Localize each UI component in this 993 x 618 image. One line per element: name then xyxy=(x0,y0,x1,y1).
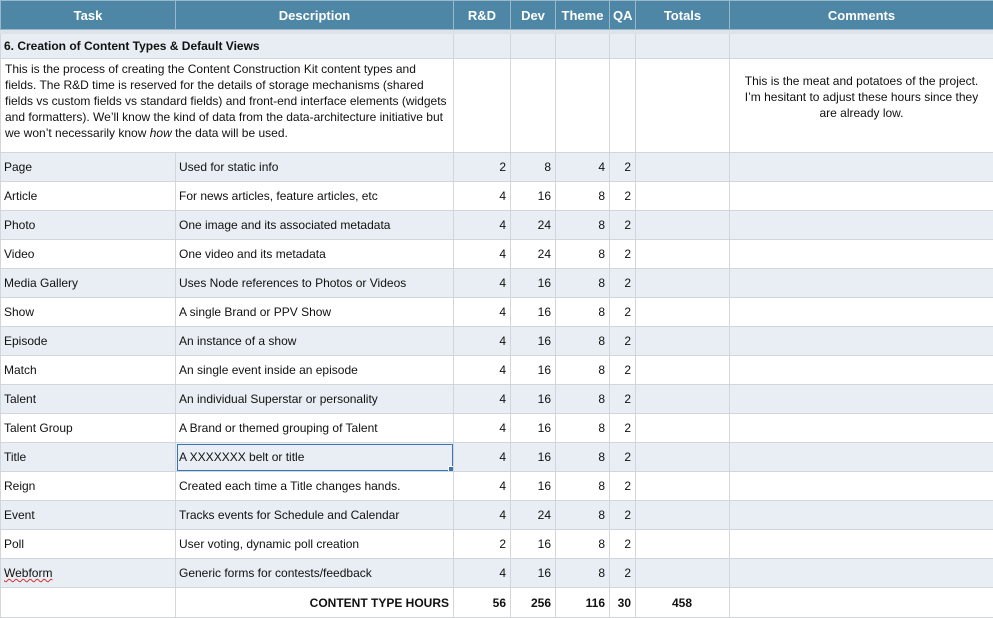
dev-cell-text: 24 xyxy=(538,247,551,261)
qa-cell[interactable] xyxy=(610,153,636,182)
header-theme[interactable]: Theme xyxy=(556,1,610,30)
section-row xyxy=(1,34,993,59)
dev-cell-text: 16 xyxy=(538,305,551,319)
comments-cell[interactable] xyxy=(730,472,993,501)
dev-cell[interactable] xyxy=(511,501,556,530)
cell[interactable] xyxy=(511,59,556,153)
table-row xyxy=(1,269,993,298)
description-cell-text: Used for static info xyxy=(179,160,278,174)
qa-cell[interactable] xyxy=(610,327,636,356)
theme-cell[interactable] xyxy=(556,240,610,269)
comments-cell[interactable] xyxy=(730,153,993,182)
table-row xyxy=(1,530,993,559)
dev-cell[interactable] xyxy=(511,211,556,240)
comments-cell[interactable] xyxy=(730,559,993,588)
totals-cell[interactable] xyxy=(636,530,730,559)
totals-cell[interactable] xyxy=(636,240,730,269)
comments-cell[interactable] xyxy=(730,385,993,414)
cell[interactable] xyxy=(454,34,511,59)
qa-cell-text: 2 xyxy=(624,247,631,261)
description-cell-text: Tracks events for Schedule and Calendar xyxy=(179,508,399,522)
qa-cell[interactable] xyxy=(610,501,636,530)
totals-cell[interactable] xyxy=(636,472,730,501)
rd-cell[interactable] xyxy=(454,269,511,298)
description-cell-text: An single event inside an episode xyxy=(179,363,358,377)
description-cell[interactable] xyxy=(176,211,454,240)
theme-cell-text: 8 xyxy=(598,566,605,580)
task-cell-text: Media Gallery xyxy=(4,276,78,290)
cell[interactable] xyxy=(610,59,636,153)
dev-cell-text: 16 xyxy=(538,479,551,493)
header-row xyxy=(1,1,993,30)
table-row xyxy=(1,559,993,588)
cell[interactable] xyxy=(511,34,556,59)
description-cell[interactable] xyxy=(176,385,454,414)
task-cell[interactable] xyxy=(1,269,176,298)
task-cell[interactable] xyxy=(1,153,176,182)
dev-cell[interactable] xyxy=(511,153,556,182)
table-row xyxy=(1,298,993,327)
fill-handle[interactable] xyxy=(448,466,454,472)
task-cell[interactable] xyxy=(1,559,176,588)
description-cell-text: Generic forms for contests/feedback xyxy=(179,566,372,580)
task-cell-text: Article xyxy=(4,189,37,203)
table-row xyxy=(1,327,993,356)
qa-cell-text: 2 xyxy=(624,508,631,522)
theme-cell-text: 8 xyxy=(598,508,605,522)
theme-cell-text: 8 xyxy=(598,276,605,290)
qa-cell[interactable] xyxy=(610,530,636,559)
totals-cell[interactable] xyxy=(636,211,730,240)
comments-cell[interactable] xyxy=(730,443,993,472)
description-cell-text: Created each time a Title changes hands. xyxy=(179,479,400,493)
comments-cell[interactable] xyxy=(730,501,993,530)
description-cell[interactable] xyxy=(176,414,454,443)
task-cell[interactable] xyxy=(1,182,176,211)
qa-cell[interactable] xyxy=(610,414,636,443)
comments-cell[interactable] xyxy=(730,414,993,443)
totals-cell[interactable] xyxy=(636,269,730,298)
rd-cell[interactable] xyxy=(454,472,511,501)
rd-cell-text: 4 xyxy=(499,276,506,290)
task-cell[interactable] xyxy=(1,327,176,356)
dev-cell[interactable] xyxy=(511,240,556,269)
cell[interactable] xyxy=(610,34,636,59)
rd-cell[interactable] xyxy=(454,443,511,472)
dev-cell[interactable] xyxy=(511,472,556,501)
qa-cell-text: 2 xyxy=(624,479,631,493)
dev-cell-text: 16 xyxy=(538,189,551,203)
theme-cell-text: 8 xyxy=(598,218,605,232)
intro-description[interactable] xyxy=(1,59,454,153)
theme-cell-text: 8 xyxy=(598,537,605,551)
dev-cell[interactable] xyxy=(511,530,556,559)
task-cell[interactable] xyxy=(1,530,176,559)
description-cell[interactable] xyxy=(176,501,454,530)
theme-cell[interactable] xyxy=(556,182,610,211)
qa-cell-text: 2 xyxy=(624,537,631,551)
totals-label[interactable]: CONTENT TYPE HOURS xyxy=(176,588,454,618)
task-cell[interactable] xyxy=(1,385,176,414)
theme-cell[interactable] xyxy=(556,298,610,327)
qa-cell-text: 2 xyxy=(624,392,631,406)
dev-cell[interactable] xyxy=(511,385,556,414)
rd-cell-text: 4 xyxy=(499,334,506,348)
table-row xyxy=(1,472,993,501)
table-row xyxy=(1,356,993,385)
description-cell-text: An individual Superstar or personality xyxy=(179,392,378,406)
theme-cell[interactable] xyxy=(556,327,610,356)
dev-cell[interactable] xyxy=(511,182,556,211)
cell[interactable] xyxy=(1,588,176,618)
task-cell[interactable] xyxy=(1,240,176,269)
theme-cell-text: 8 xyxy=(598,421,605,435)
intro-row xyxy=(1,59,993,153)
qa-cell[interactable] xyxy=(610,472,636,501)
dev-cell-text: 8 xyxy=(544,160,551,174)
rd-cell[interactable] xyxy=(454,385,511,414)
theme-cell[interactable] xyxy=(556,211,610,240)
table-row xyxy=(1,501,993,530)
description-cell-text: For news articles, feature articles, etc xyxy=(179,189,378,203)
rd-cell[interactable] xyxy=(454,559,511,588)
comments-cell[interactable] xyxy=(730,356,993,385)
intro-text-after: the data will be used. xyxy=(172,126,288,140)
theme-cell[interactable] xyxy=(556,269,610,298)
rd-cell[interactable] xyxy=(454,530,511,559)
qa-cell[interactable] xyxy=(610,182,636,211)
qa-cell[interactable] xyxy=(610,356,636,385)
dev-cell[interactable] xyxy=(511,298,556,327)
totals-cell[interactable] xyxy=(636,182,730,211)
task-cell-text: Talent Group xyxy=(4,421,73,435)
rd-cell-text: 4 xyxy=(499,189,506,203)
qa-cell-text: 2 xyxy=(624,218,631,232)
total-dev[interactable]: 256 xyxy=(511,588,556,618)
rd-cell-text: 4 xyxy=(499,363,506,377)
dev-cell-text: 24 xyxy=(538,508,551,522)
qa-cell[interactable] xyxy=(610,211,636,240)
comments-cell[interactable] xyxy=(730,211,993,240)
dev-cell-text: 16 xyxy=(538,392,551,406)
task-cell[interactable] xyxy=(1,298,176,327)
description-cell-text: An instance of a show xyxy=(179,334,296,348)
totals-cell[interactable] xyxy=(636,501,730,530)
dev-cell-text: 16 xyxy=(538,276,551,290)
rd-cell[interactable] xyxy=(454,414,511,443)
table-row xyxy=(1,211,993,240)
header-totals[interactable]: Totals xyxy=(636,1,730,30)
rd-cell[interactable] xyxy=(454,182,511,211)
comments-cell[interactable] xyxy=(730,327,993,356)
dev-cell-text: 24 xyxy=(538,218,551,232)
task-cell[interactable] xyxy=(1,443,176,472)
rd-cell[interactable] xyxy=(454,298,511,327)
theme-cell[interactable] xyxy=(556,356,610,385)
task-cell[interactable] xyxy=(1,472,176,501)
cell[interactable] xyxy=(636,34,730,59)
qa-cell[interactable] xyxy=(610,559,636,588)
totals-cell[interactable] xyxy=(636,443,730,472)
description-cell[interactable] xyxy=(176,182,454,211)
qa-cell-text: 2 xyxy=(624,189,631,203)
comments-cell[interactable] xyxy=(730,269,993,298)
rd-cell-text: 4 xyxy=(499,421,506,435)
qa-cell-text: 2 xyxy=(624,363,631,377)
comments-cell[interactable] xyxy=(730,298,993,327)
description-cell[interactable] xyxy=(176,559,454,588)
intro-text-emphasis: how xyxy=(150,126,172,140)
rd-cell-text: 4 xyxy=(499,508,506,522)
qa-cell[interactable] xyxy=(610,298,636,327)
task-cell-text: Event xyxy=(4,508,35,522)
table-row xyxy=(1,385,993,414)
header-rd[interactable]: R&D xyxy=(454,1,511,30)
description-cell[interactable] xyxy=(176,356,454,385)
theme-cell-text: 8 xyxy=(598,189,605,203)
task-cell[interactable] xyxy=(1,211,176,240)
qa-cell[interactable] xyxy=(610,269,636,298)
theme-cell-text: 8 xyxy=(598,363,605,377)
intro-comment[interactable]: This is the meat and potatoes of the project. I’m hesitant to adjust these hours since they are already low. xyxy=(730,59,993,153)
rd-cell[interactable] xyxy=(454,153,511,182)
selected-cell[interactable] xyxy=(176,443,454,472)
header-description[interactable]: Description xyxy=(176,1,454,30)
table-row xyxy=(1,414,993,443)
task-cell[interactable] xyxy=(1,356,176,385)
dev-cell-text: 16 xyxy=(538,334,551,348)
totals-cell[interactable] xyxy=(636,559,730,588)
totals-cell[interactable] xyxy=(636,356,730,385)
task-cell-text: Match xyxy=(4,363,37,377)
cell[interactable] xyxy=(556,34,610,59)
task-cell-text: Episode xyxy=(4,334,47,348)
total-rd[interactable]: 56 xyxy=(454,588,511,618)
totals-row xyxy=(1,588,993,618)
cell[interactable] xyxy=(730,34,993,59)
dev-cell-text: 16 xyxy=(538,450,551,464)
dev-cell[interactable] xyxy=(511,414,556,443)
description-cell[interactable] xyxy=(176,240,454,269)
description-cell-text: One image and its associated metadata xyxy=(179,218,390,232)
theme-cell-text: 8 xyxy=(598,392,605,406)
table-row xyxy=(1,240,993,269)
task-cell-text: Page xyxy=(4,160,32,174)
description-cell-text: One video and its metadata xyxy=(179,247,326,261)
task-cell-text: Talent xyxy=(4,392,36,406)
rd-cell-text: 4 xyxy=(499,450,506,464)
header-dev[interactable]: Dev xyxy=(511,1,556,30)
comments-cell[interactable] xyxy=(730,182,993,211)
intro-text-before: This is the process of creating the Content Construction Kit content types and fields. The R&D time is reserved for the details of storage mechanisms (shared fields vs custom fields vs standard fields) and front-end interface elements (widgets and formatters). We’ll know the kind of data from the data-architecture initiative but we won’t necessarily know xyxy=(5,62,447,140)
rd-cell-text: 2 xyxy=(499,537,506,551)
task-cell-text: Poll xyxy=(4,537,24,551)
cell[interactable] xyxy=(556,59,610,153)
rd-cell-text: 4 xyxy=(499,305,506,319)
qa-cell-text: 2 xyxy=(624,421,631,435)
dev-cell-text: 16 xyxy=(538,363,551,377)
dev-cell[interactable] xyxy=(511,559,556,588)
theme-cell[interactable] xyxy=(556,443,610,472)
theme-cell[interactable] xyxy=(556,414,610,443)
theme-cell[interactable] xyxy=(556,501,610,530)
dev-cell[interactable] xyxy=(511,327,556,356)
qa-cell-text: 2 xyxy=(624,334,631,348)
totals-cell[interactable] xyxy=(636,298,730,327)
qa-cell[interactable] xyxy=(610,240,636,269)
task-cell-text: Title xyxy=(4,450,26,464)
qa-cell[interactable] xyxy=(610,385,636,414)
theme-cell[interactable] xyxy=(556,385,610,414)
grand-total[interactable]: 458 xyxy=(636,588,730,618)
cell[interactable] xyxy=(454,59,511,153)
rd-cell-text: 4 xyxy=(499,479,506,493)
qa-cell-text: 2 xyxy=(624,305,631,319)
rd-cell-text: 4 xyxy=(499,392,506,406)
description-cell[interactable] xyxy=(176,269,454,298)
qa-cell[interactable] xyxy=(610,443,636,472)
task-cell-text: Webform xyxy=(4,566,52,580)
dev-cell[interactable] xyxy=(511,269,556,298)
total-theme[interactable]: 116 xyxy=(556,588,610,618)
theme-cell-text: 8 xyxy=(598,334,605,348)
theme-cell-text: 8 xyxy=(598,305,605,319)
comments-cell[interactable] xyxy=(730,240,993,269)
totals-cell[interactable] xyxy=(636,153,730,182)
rd-cell[interactable] xyxy=(454,327,511,356)
rd-cell[interactable] xyxy=(454,501,511,530)
description-cell-text: Uses Node references to Photos or Videos xyxy=(179,276,406,290)
comments-cell[interactable] xyxy=(730,530,993,559)
table-row xyxy=(1,153,993,182)
dev-cell-text: 16 xyxy=(538,566,551,580)
table-row xyxy=(1,182,993,211)
task-cell-text: Video xyxy=(4,247,34,261)
qa-cell-text: 2 xyxy=(624,276,631,290)
totals-cell[interactable] xyxy=(636,414,730,443)
theme-cell[interactable] xyxy=(556,530,610,559)
header-qa[interactable]: QA xyxy=(610,1,636,30)
table-row xyxy=(1,443,993,472)
theme-cell-text: 8 xyxy=(598,479,605,493)
description-cell-text: User voting, dynamic poll creation xyxy=(179,537,359,551)
qa-cell-text: 2 xyxy=(624,566,631,580)
cell[interactable] xyxy=(730,588,993,618)
theme-cell[interactable] xyxy=(556,472,610,501)
theme-cell[interactable] xyxy=(556,559,610,588)
task-cell[interactable] xyxy=(1,501,176,530)
task-cell-text: Reign xyxy=(4,479,35,493)
totals-cell[interactable] xyxy=(636,385,730,414)
theme-cell-text: 8 xyxy=(598,247,605,261)
task-cell-text: Photo xyxy=(4,218,35,232)
rd-cell-text: 2 xyxy=(499,160,506,174)
description-cell-text: A XXXXXXX belt or title xyxy=(179,450,304,464)
dev-cell[interactable] xyxy=(511,443,556,472)
section-title[interactable]: 6. Creation of Content Types & Default Views xyxy=(1,34,454,59)
theme-cell-text: 4 xyxy=(598,160,605,174)
total-qa[interactable]: 30 xyxy=(610,588,636,618)
theme-cell[interactable] xyxy=(556,153,610,182)
dev-cell-text: 16 xyxy=(538,537,551,551)
totals-cell[interactable] xyxy=(636,327,730,356)
cell[interactable] xyxy=(636,59,730,153)
description-cell[interactable] xyxy=(176,153,454,182)
qa-cell-text: 2 xyxy=(624,160,631,174)
description-cell[interactable] xyxy=(176,298,454,327)
theme-cell-text: 8 xyxy=(598,450,605,464)
description-cell[interactable] xyxy=(176,472,454,501)
dev-cell[interactable] xyxy=(511,356,556,385)
description-cell-text: A single Brand or PPV Show xyxy=(179,305,331,319)
rd-cell[interactable] xyxy=(454,211,511,240)
rd-cell-text: 4 xyxy=(499,566,506,580)
task-cell[interactable] xyxy=(1,414,176,443)
task-cell-text: Show xyxy=(4,305,34,319)
rd-cell[interactable] xyxy=(454,240,511,269)
header-task[interactable]: Task xyxy=(1,1,176,30)
description-cell[interactable] xyxy=(176,327,454,356)
rd-cell-text: 4 xyxy=(499,218,506,232)
header-comments[interactable]: Comments xyxy=(730,1,993,30)
description-cell-text: A Brand or themed grouping of Talent xyxy=(179,421,378,435)
rd-cell[interactable] xyxy=(454,356,511,385)
rd-cell-text: 4 xyxy=(499,247,506,261)
qa-cell-text: 2 xyxy=(624,450,631,464)
description-cell[interactable] xyxy=(176,530,454,559)
dev-cell-text: 16 xyxy=(538,421,551,435)
